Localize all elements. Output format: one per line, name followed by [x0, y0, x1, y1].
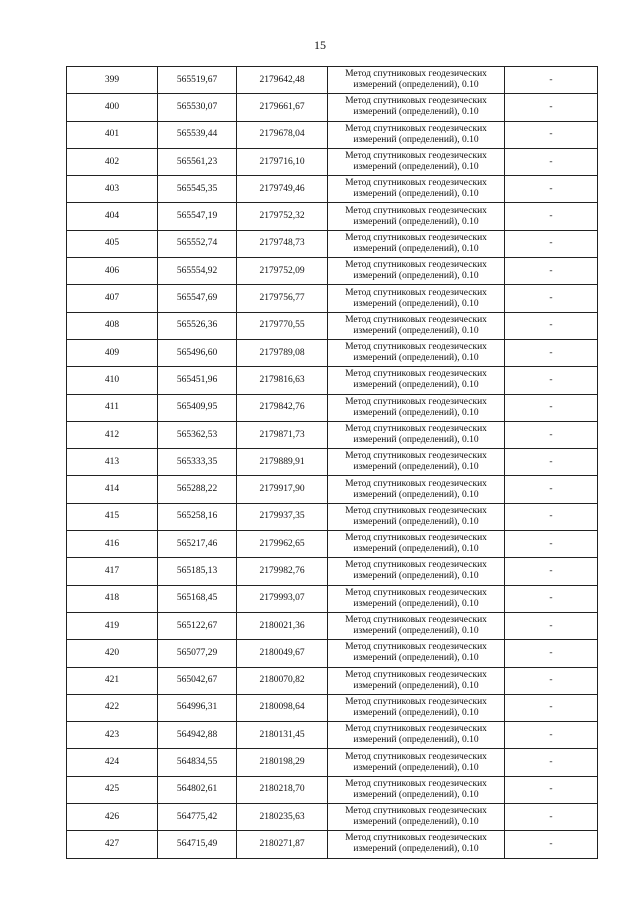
- table-row: [67, 667, 598, 694]
- point-number-cell: 405: [67, 230, 158, 257]
- y-coordinate-cell: 2179993,07: [237, 585, 328, 612]
- method-line-1: Метод спутниковых геодезических: [345, 642, 487, 653]
- method-line-2: измерений (определений), 0.10: [353, 680, 479, 691]
- x-coordinate-cell: 564996,31: [158, 694, 237, 721]
- x-coordinate-cell: 565539,44: [158, 121, 237, 148]
- extra-cell: -: [505, 831, 598, 858]
- method-line-1: Метод спутниковых геодезических: [345, 778, 487, 789]
- extra-cell: -: [505, 667, 598, 694]
- y-coordinate-cell: 2180098,64: [237, 694, 328, 721]
- method-cell: [328, 612, 505, 639]
- y-coordinate-cell: 2179770,55: [237, 312, 328, 339]
- table-row: [67, 367, 598, 394]
- table-row: [67, 831, 598, 858]
- table-row: [67, 749, 598, 776]
- point-number-cell: 425: [67, 776, 158, 803]
- x-coordinate-cell: 565333,35: [158, 449, 237, 476]
- table-row: [67, 421, 598, 448]
- method-cell: [328, 558, 505, 585]
- table-row: [67, 394, 598, 421]
- extra-cell: -: [505, 394, 598, 421]
- y-coordinate-cell: 2179752,09: [237, 258, 328, 285]
- x-coordinate-cell: 565185,13: [158, 558, 237, 585]
- method-cell: [328, 585, 505, 612]
- extra-cell: -: [505, 804, 598, 831]
- method-line-1: Метод спутниковых геодезических: [345, 806, 487, 817]
- y-coordinate-cell: 2180049,67: [237, 640, 328, 667]
- y-coordinate-cell: 2179937,35: [237, 503, 328, 530]
- x-coordinate-cell: 564802,61: [158, 776, 237, 803]
- method-line-2: измерений (определений), 0.10: [353, 80, 479, 91]
- table-row: [67, 776, 598, 803]
- method-cell: [328, 339, 505, 366]
- y-coordinate-cell: 2179816,63: [237, 367, 328, 394]
- y-coordinate-cell: 2179871,73: [237, 421, 328, 448]
- method-line-2: измерений (определений), 0.10: [353, 844, 479, 855]
- point-number-cell: 423: [67, 722, 158, 749]
- x-coordinate-cell: 565552,74: [158, 230, 237, 257]
- method-line-2: измерений (определений), 0.10: [353, 707, 479, 718]
- method-cell: [328, 394, 505, 421]
- x-coordinate-cell: 564775,42: [158, 804, 237, 831]
- x-coordinate-cell: 565362,53: [158, 421, 237, 448]
- x-coordinate-cell: 565545,35: [158, 176, 237, 203]
- method-line-2: измерений (определений), 0.10: [353, 353, 479, 364]
- method-cell: [328, 776, 505, 803]
- table-row: [67, 476, 598, 503]
- page-number: 15: [314, 38, 326, 52]
- y-coordinate-cell: 2179917,90: [237, 476, 328, 503]
- method-cell: [328, 258, 505, 285]
- extra-cell: -: [505, 94, 598, 121]
- method-line-2: измерений (определений), 0.10: [353, 162, 479, 173]
- method-line-1: Метод спутниковых геодезических: [345, 314, 487, 325]
- method-line-1: Метод спутниковых геодезических: [345, 505, 487, 516]
- point-number-cell: 424: [67, 749, 158, 776]
- extra-cell: -: [505, 585, 598, 612]
- table-row: [67, 121, 598, 148]
- x-coordinate-cell: 565561,23: [158, 148, 237, 175]
- method-line-1: Метод спутниковых геодезических: [345, 123, 487, 134]
- extra-cell: -: [505, 640, 598, 667]
- method-line-2: измерений (определений), 0.10: [353, 298, 479, 309]
- table-row: [67, 449, 598, 476]
- method-cell: [328, 694, 505, 721]
- x-coordinate-cell: 565042,67: [158, 667, 237, 694]
- extra-cell: -: [505, 339, 598, 366]
- method-cell: [328, 831, 505, 858]
- method-cell: [328, 203, 505, 230]
- table-row: [67, 230, 598, 257]
- method-line-1: Метод спутниковых геодезических: [345, 96, 487, 107]
- extra-cell: -: [505, 558, 598, 585]
- point-number-cell: 409: [67, 339, 158, 366]
- y-coordinate-cell: 2179678,04: [237, 121, 328, 148]
- x-coordinate-cell: 565077,29: [158, 640, 237, 667]
- extra-cell: -: [505, 694, 598, 721]
- point-number-cell: 419: [67, 612, 158, 639]
- x-coordinate-cell: 565547,19: [158, 203, 237, 230]
- extra-cell: -: [505, 121, 598, 148]
- extra-cell: -: [505, 776, 598, 803]
- extra-cell: -: [505, 612, 598, 639]
- table-row: [67, 312, 598, 339]
- method-line-2: измерений (определений), 0.10: [353, 435, 479, 445]
- point-number-cell: 404: [67, 203, 158, 230]
- method-cell: [328, 531, 505, 558]
- point-number-cell: 414: [67, 476, 158, 503]
- point-number-cell: 421: [67, 667, 158, 694]
- extra-cell: -: [505, 203, 598, 230]
- method-line-2: измерений (определений), 0.10: [353, 325, 479, 336]
- y-coordinate-cell: 2179982,76: [237, 558, 328, 585]
- point-number-cell: 410: [67, 367, 158, 394]
- method-line-2: измерений (определений), 0.10: [353, 516, 479, 527]
- y-coordinate-cell: 2179962,65: [237, 531, 328, 558]
- table-row: [67, 503, 598, 530]
- table-row: [67, 585, 598, 612]
- method-cell: [328, 503, 505, 530]
- y-coordinate-cell: 2179752,32: [237, 203, 328, 230]
- method-cell: [328, 722, 505, 749]
- point-number-cell: 401: [67, 121, 158, 148]
- x-coordinate-cell: 565519,67: [158, 67, 237, 94]
- x-coordinate-cell: 565554,92: [158, 258, 237, 285]
- table-row: [67, 558, 598, 585]
- method-line-2: измерений (определений), 0.10: [353, 407, 479, 418]
- x-coordinate-cell: 565496,60: [158, 339, 237, 366]
- point-number-cell: 418: [67, 585, 158, 612]
- extra-cell: -: [505, 230, 598, 257]
- method-line-2: измерений (определений), 0.10: [353, 626, 479, 637]
- x-coordinate-cell: 565217,46: [158, 531, 237, 558]
- method-cell: [328, 148, 505, 175]
- x-coordinate-cell: 565451,96: [158, 367, 237, 394]
- y-coordinate-cell: 2179748,73: [237, 230, 328, 257]
- y-coordinate-cell: 2179661,67: [237, 94, 328, 121]
- point-number-cell: 417: [67, 558, 158, 585]
- table-row: [67, 203, 598, 230]
- point-number-cell: 407: [67, 285, 158, 312]
- table-row: [67, 94, 598, 121]
- point-number-cell: 399: [67, 67, 158, 94]
- method-line-1: Метод спутниковых геодезических: [345, 533, 487, 544]
- method-line-1: Метод спутниковых геодезических: [345, 260, 487, 271]
- extra-cell: -: [505, 531, 598, 558]
- extra-cell: -: [505, 176, 598, 203]
- y-coordinate-cell: 2179716,10: [237, 148, 328, 175]
- x-coordinate-cell: 565409,95: [158, 394, 237, 421]
- extra-cell: -: [505, 148, 598, 175]
- method-cell: [328, 640, 505, 667]
- method-line-2: измерений (определений), 0.10: [353, 598, 479, 609]
- method-cell: [328, 449, 505, 476]
- point-number-cell: 413: [67, 449, 158, 476]
- extra-cell: -: [505, 749, 598, 776]
- method-line-2: измерений (определений), 0.10: [353, 789, 479, 800]
- point-number-cell: 427: [67, 831, 158, 858]
- method-cell: [328, 230, 505, 257]
- method-cell: [328, 667, 505, 694]
- x-coordinate-cell: 565122,67: [158, 612, 237, 639]
- method-line-1: Метод спутниковых геодезических: [345, 151, 487, 162]
- y-coordinate-cell: 2179756,77: [237, 285, 328, 312]
- point-number-cell: 403: [67, 176, 158, 203]
- method-line-2: измерений (определений), 0.10: [353, 735, 479, 746]
- y-coordinate-cell: 2180070,82: [237, 667, 328, 694]
- method-line-2: измерений (определений), 0.10: [353, 462, 479, 473]
- table-row: [67, 694, 598, 721]
- method-line-1: Метод спутниковых геодезических: [345, 396, 487, 407]
- method-line-2: измерений (определений), 0.10: [353, 489, 479, 500]
- table-row: [67, 531, 598, 558]
- point-number-cell: 420: [67, 640, 158, 667]
- method-cell: [328, 421, 505, 448]
- extra-cell: -: [505, 258, 598, 285]
- x-coordinate-cell: 565530,07: [158, 94, 237, 121]
- method-line-2: измерений (определений), 0.10: [353, 380, 479, 391]
- method-line-2: измерений (определений), 0.10: [353, 762, 479, 773]
- method-line-2: измерений (определений), 0.10: [353, 107, 479, 118]
- y-coordinate-cell: 2179789,08: [237, 339, 328, 366]
- method-line-1: Метод спутниковых геодезических: [345, 833, 487, 844]
- x-coordinate-cell: 565168,45: [158, 585, 237, 612]
- method-cell: [328, 804, 505, 831]
- y-coordinate-cell: 2180218,70: [237, 776, 328, 803]
- point-number-cell: 402: [67, 148, 158, 175]
- y-coordinate-cell: 2180271,87: [237, 831, 328, 858]
- method-line-1: Метод спутниковых геодезических: [345, 560, 487, 571]
- point-number-cell: 426: [67, 804, 158, 831]
- y-coordinate-cell: 2179749,46: [237, 176, 328, 203]
- x-coordinate-cell: 565526,36: [158, 312, 237, 339]
- method-line-1: Метод спутниковых геодезических: [345, 587, 487, 598]
- method-cell: [328, 285, 505, 312]
- method-cell: [328, 67, 505, 94]
- x-coordinate-cell: 565547,69: [158, 285, 237, 312]
- method-line-1: Метод спутниковых геодезических: [345, 751, 487, 762]
- extra-cell: -: [505, 421, 598, 448]
- method-line-1: Метод спутниковых геодезических: [345, 342, 487, 353]
- table-row: [67, 258, 598, 285]
- method-line-1: Метод спутниковых геодезических: [345, 478, 487, 489]
- method-cell: [328, 312, 505, 339]
- method-line-2: измерений (определений), 0.10: [353, 189, 479, 200]
- x-coordinate-cell: 565288,22: [158, 476, 237, 503]
- table-row: [67, 804, 598, 831]
- method-line-2: измерений (определений), 0.10: [353, 243, 479, 254]
- method-line-2: измерений (определений), 0.10: [353, 544, 479, 555]
- extra-cell: -: [505, 367, 598, 394]
- method-line-2: измерений (определений), 0.10: [353, 271, 479, 282]
- method-line-1: Метод спутниковых геодезических: [345, 451, 487, 462]
- method-line-1: Метод спутниковых геодезических: [345, 696, 487, 707]
- point-number-cell: 406: [67, 258, 158, 285]
- y-coordinate-cell: 2180235,63: [237, 804, 328, 831]
- method-line-1: Метод спутниковых геодезических: [345, 424, 487, 434]
- extra-cell: -: [505, 722, 598, 749]
- table-row: [67, 67, 598, 94]
- extra-cell: -: [505, 285, 598, 312]
- method-cell: [328, 121, 505, 148]
- x-coordinate-cell: 564715,49: [158, 831, 237, 858]
- extra-cell: -: [505, 67, 598, 94]
- y-coordinate-cell: 2180198,29: [237, 749, 328, 776]
- method-line-2: измерений (определений), 0.10: [353, 134, 479, 145]
- y-coordinate-cell: 2179842,76: [237, 394, 328, 421]
- method-line-2: измерений (определений), 0.10: [353, 216, 479, 227]
- table-row: [67, 612, 598, 639]
- point-number-cell: 415: [67, 503, 158, 530]
- table-row: [67, 176, 598, 203]
- coordinates-table-body: [67, 67, 598, 859]
- y-coordinate-cell: 2179642,48: [237, 67, 328, 94]
- table-row: [67, 722, 598, 749]
- point-number-cell: 412: [67, 421, 158, 448]
- extra-cell: -: [505, 476, 598, 503]
- method-line-2: измерений (определений), 0.10: [353, 571, 479, 582]
- method-line-1: Метод спутниковых геодезических: [345, 287, 487, 298]
- coordinates-table: [66, 66, 598, 859]
- point-number-cell: 416: [67, 531, 158, 558]
- method-line-2: измерений (определений), 0.10: [353, 653, 479, 664]
- method-line-1: Метод спутниковых геодезических: [345, 205, 487, 216]
- table-row: [67, 339, 598, 366]
- method-cell: [328, 476, 505, 503]
- extra-cell: -: [505, 503, 598, 530]
- point-number-cell: 408: [67, 312, 158, 339]
- method-cell: [328, 367, 505, 394]
- method-line-1: Метод спутниковых геодезических: [345, 232, 487, 243]
- table-row: [67, 285, 598, 312]
- method-cell: [328, 749, 505, 776]
- table-row: [67, 640, 598, 667]
- y-coordinate-cell: 2180021,36: [237, 612, 328, 639]
- method-line-1: Метод спутниковых геодезических: [345, 178, 487, 189]
- method-line-1: Метод спутниковых геодезических: [345, 369, 487, 380]
- table-row: [67, 148, 598, 175]
- x-coordinate-cell: 564942,88: [158, 722, 237, 749]
- method-line-1: Метод спутниковых геодезических: [345, 669, 487, 680]
- method-line-2: измерений (определений), 0.10: [353, 817, 479, 828]
- x-coordinate-cell: 564834,55: [158, 749, 237, 776]
- extra-cell: -: [505, 449, 598, 476]
- method-line-1: Метод спутниковых геодезических: [345, 724, 487, 735]
- x-coordinate-cell: 565258,16: [158, 503, 237, 530]
- method-line-1: Метод спутниковых геодезических: [345, 615, 487, 626]
- y-coordinate-cell: 2180131,45: [237, 722, 328, 749]
- point-number-cell: 400: [67, 94, 158, 121]
- point-number-cell: 411: [67, 394, 158, 421]
- method-cell: [328, 94, 505, 121]
- method-cell: [328, 176, 505, 203]
- point-number-cell: 422: [67, 694, 158, 721]
- extra-cell: -: [505, 312, 598, 339]
- y-coordinate-cell: 2179889,91: [237, 449, 328, 476]
- method-line-1: Метод спутниковых геодезических: [345, 69, 487, 80]
